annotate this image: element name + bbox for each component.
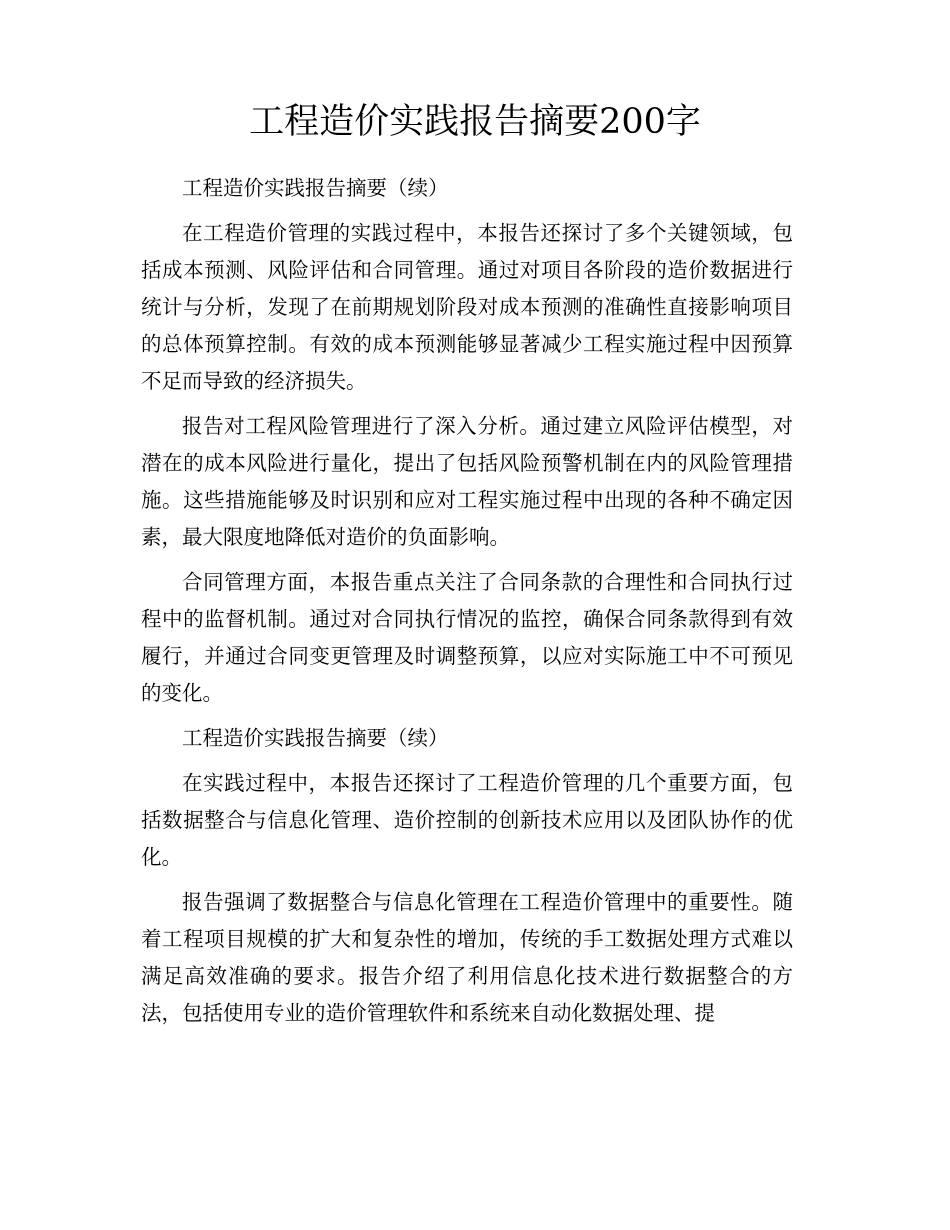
paragraph-subtitle: 工程造价实践报告摘要（续） <box>182 726 449 750</box>
paragraph-subtitle: 工程造价实践报告摘要（续） <box>182 176 449 200</box>
document-body <box>141 170 793 1040</box>
paragraph: 在实践过程中，本报告还探讨了工程造价管理的几个重要方面，包括数据整合与信息化管理、造价控制的创新技术应用以及团队协作的优化。 <box>141 771 793 869</box>
paragraph: 合同管理方面，本报告重点关注了合同条款的合理性和合同执行过程中的监督机制。通过对合同执行情况的监控，确保合同条款得到有效履行，并通过合同变更管理及时调整预算，以应对实际施工中不可预见的变化。 <box>141 570 793 705</box>
paragraph: 报告强调了数据整合与信息化管理在工程造价管理中的重要性。随着工程项目规模的扩大和复杂性的增加，传统的手工数据处理方式难以满足高效准确的要求。报告介绍了利用信息化技术进行数据整合的方法，包括使用专业的造价管理软件和系统来自动化数据处理、提 <box>141 890 793 1025</box>
paragraph: 报告对工程风险管理进行了深入分析。通过建立风险评估模型，对潜在的成本风险进行量化，提出了包括风险预警机制在内的风险管理措施。这些措施能够及时识别和应对工程实施过程中出现的各种不确定因素，最大限度地降低对造价的负面影响。 <box>141 414 793 549</box>
document-title: 工程造价实践报告摘要200字 <box>249 102 701 142</box>
paragraph: 在工程造价管理的实践过程中，本报告还探讨了多个关键领域，包括成本预测、风险评估和合同管理。通过对项目各阶段的造价数据进行统计与分析，发现了在前期规划阶段对成本预测的准确性直接影响项目的总体预算控制。有效的成本预测能够显著减少工程实施过程中因预算不足而导致的经济损失。 <box>141 221 793 393</box>
